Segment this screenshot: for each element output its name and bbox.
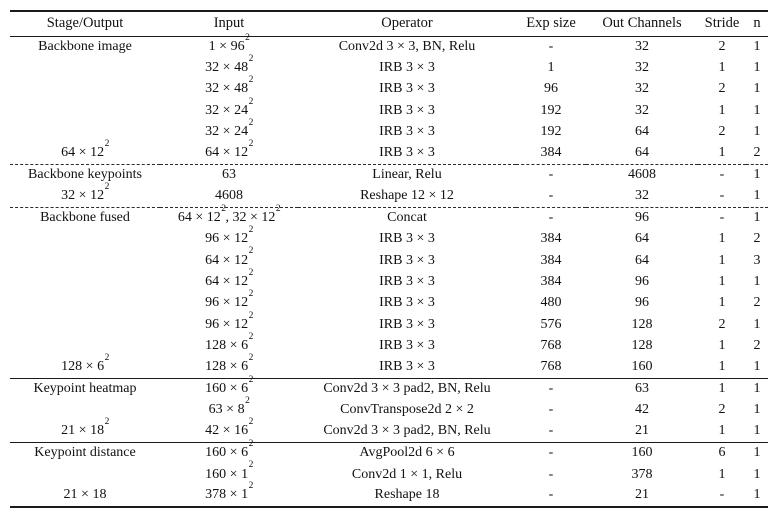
section-backbone-keypoints xyxy=(10,164,768,207)
cell-operator: IRB 3 × 3 xyxy=(379,81,435,97)
table-row xyxy=(10,207,768,228)
cell-stride: - xyxy=(719,167,725,183)
cell-operator: Reshape 18 xyxy=(298,485,516,506)
cell-out-channels: 160 xyxy=(631,445,653,461)
cell-stride: 1 xyxy=(718,231,726,247)
cell-operator: ConvTranspose2d 2 × 2 xyxy=(340,402,474,418)
cell-operator: IRB 3 × 3 xyxy=(298,143,516,164)
cell-n: 1 xyxy=(746,357,768,378)
cell-stage-output xyxy=(10,57,160,78)
header-row xyxy=(10,11,768,36)
cell-n: 1 xyxy=(753,102,761,118)
cell-out-channels: 160 xyxy=(586,357,698,378)
section-keypoint-distance xyxy=(10,439,768,506)
cell-stage-output: $128 \times 6^2$ xyxy=(10,357,160,378)
column-header-stride: Stride xyxy=(704,15,740,32)
cell-stage-output: $64 \times 12^2$ xyxy=(10,143,160,164)
cell-input: $160 \times 1^2$ xyxy=(205,460,254,482)
cell-exp-size: - xyxy=(548,381,554,397)
cell-exp-size: 384 xyxy=(540,252,562,268)
table-row xyxy=(10,400,768,421)
cell-exp-size: 96 xyxy=(544,81,558,97)
table-row xyxy=(10,464,768,485)
cell-out-channels: 21 xyxy=(586,485,698,506)
cell-exp-size: - xyxy=(548,402,554,418)
cell-n: 1 xyxy=(753,445,761,461)
cell-out-channels: 21 xyxy=(586,421,698,442)
cell-operator: IRB 3 × 3 xyxy=(379,295,435,311)
cell-operator: IRB 3 × 3 xyxy=(379,60,435,76)
cell-exp-size: 768 xyxy=(516,357,586,378)
cell-input: $96 \times 12^2$ xyxy=(205,289,254,311)
cell-operator: Conv2d 3 × 3 pad2, BN, Relu xyxy=(323,381,491,397)
table-row xyxy=(10,378,768,399)
table-row xyxy=(10,36,768,57)
cell-operator: Conv2d 1 × 1, Relu xyxy=(351,466,463,482)
cell-operator: Concat xyxy=(387,210,427,226)
cell-out-channels: 32 xyxy=(635,81,649,97)
cell-out-channels: 64 xyxy=(586,143,698,164)
cell-input: $96 \times 12^2$ xyxy=(205,225,254,247)
cell-exp-size: - xyxy=(548,466,554,482)
cell-out-channels: 96 xyxy=(635,210,649,226)
table-row xyxy=(10,186,768,207)
cell-exp-size: 384 xyxy=(540,231,562,247)
cell-input: 63 xyxy=(222,167,236,183)
cell-stage-output: Keypoint distance xyxy=(34,445,136,461)
cell-out-channels: 64 xyxy=(635,231,649,247)
cell-stage-output xyxy=(10,250,160,271)
cell-stride: 1 xyxy=(718,102,726,118)
cell-out-channels: 32 xyxy=(635,102,649,118)
cell-n: 1 xyxy=(746,186,768,207)
cell-operator: IRB 3 × 3 xyxy=(379,273,435,289)
cell-stride: - xyxy=(698,186,746,207)
table-row xyxy=(10,57,768,78)
table-row xyxy=(10,314,768,335)
cell-operator: AvgPool2d 6 × 6 xyxy=(359,445,455,461)
cell-n: 1 xyxy=(753,210,761,226)
cell-n: 1 xyxy=(753,316,761,332)
cell-input: $1 \times 96^2$ xyxy=(208,32,250,54)
table-row xyxy=(10,271,768,292)
cell-input: $160 \times 6^2$ xyxy=(205,439,254,461)
cell-input: $378 \times 1^2$ xyxy=(160,485,298,506)
cell-stride: 6 xyxy=(718,445,726,461)
cell-out-channels: 128 xyxy=(631,338,653,354)
column-header-out-channels: Out Channels xyxy=(602,15,682,32)
cell-operator: IRB 3 × 3 xyxy=(379,252,435,268)
cell-input: $42 \times 16^2$ xyxy=(160,421,298,442)
cell-exp-size: 384 xyxy=(516,143,586,164)
table-row xyxy=(10,164,768,185)
cell-stage-output: Keypoint heatmap xyxy=(33,381,137,397)
cell-exp-size: 192 xyxy=(540,124,562,140)
cell-stride: 1 xyxy=(718,252,726,268)
cell-stage-output xyxy=(10,335,160,356)
cell-input: $160 \times 6^2$ xyxy=(205,375,254,397)
cell-input: $96 \times 12^2$ xyxy=(205,310,254,332)
cell-stride: 2 xyxy=(718,81,726,97)
cell-stage-output xyxy=(10,271,160,292)
cell-exp-size: - xyxy=(548,167,554,183)
cell-stage-output: $32 \times 12^2$ xyxy=(10,186,160,207)
cell-input: $64 \times 12^2$, $32 \times 12^2$ xyxy=(177,203,281,226)
cell-out-channels: 32 xyxy=(635,38,649,54)
cell-n: 1 xyxy=(753,81,761,97)
cell-operator: Reshape 12 × 12 xyxy=(298,186,516,207)
cell-operator: IRB 3 × 3 xyxy=(379,102,435,118)
cell-input: $64 \times 12^2$ xyxy=(160,143,298,164)
section-backbone-fused xyxy=(10,203,768,378)
cell-input: $128 \times 6^2$ xyxy=(205,332,254,354)
table-header xyxy=(10,11,768,36)
cell-out-channels: 63 xyxy=(635,381,649,397)
cell-n: 2 xyxy=(753,295,761,311)
cell-exp-size: - xyxy=(548,210,554,226)
cell-exp-size: 1 xyxy=(547,60,555,76)
section-backbone-image xyxy=(10,32,768,164)
cell-stride: - xyxy=(719,210,725,226)
column-header-operator: Operator xyxy=(381,15,433,32)
table-row xyxy=(10,100,768,121)
cell-out-channels: 42 xyxy=(635,402,649,418)
cell-n: 1 xyxy=(753,402,761,418)
cell-n: 1 xyxy=(746,485,768,506)
cell-input: $64 \times 12^2$ xyxy=(205,267,254,289)
cell-exp-size: - xyxy=(548,445,554,461)
table-row xyxy=(10,442,768,463)
cell-exp-size: 384 xyxy=(540,273,562,289)
column-header-input: Input xyxy=(213,15,245,32)
cell-operator: IRB 3 × 3 xyxy=(379,124,435,140)
cell-stage-output: 21 × 18 xyxy=(10,485,160,506)
table-row xyxy=(10,293,768,314)
cell-out-channels: 96 xyxy=(635,273,649,289)
cell-stride: 1 xyxy=(718,273,726,289)
cell-n: 1 xyxy=(753,466,761,482)
cell-input: $128 \times 6^2$ xyxy=(160,357,298,378)
cell-n: 1 xyxy=(753,124,761,140)
section-keypoint-heatmap xyxy=(10,375,768,442)
cell-stride: 2 xyxy=(718,316,726,332)
cell-stride: 1 xyxy=(698,357,746,378)
cell-out-channels: 4608 xyxy=(628,167,656,183)
table-row xyxy=(10,250,768,271)
cell-exp-size: 576 xyxy=(540,316,562,332)
cell-input: $32 \times 24^2$ xyxy=(205,118,254,140)
cell-exp-size: - xyxy=(548,38,554,54)
cell-stride: 2 xyxy=(718,402,726,418)
cell-exp-size: 480 xyxy=(540,295,562,311)
cell-operator: Conv2d 3 × 3 pad2, BN, Relu xyxy=(298,421,516,442)
cell-stride: 1 xyxy=(698,143,746,164)
cell-input: $32 \times 24^2$ xyxy=(205,96,254,118)
cell-stage-output: $21 \times 18^2$ xyxy=(10,421,160,442)
cell-exp-size: - xyxy=(516,421,586,442)
table-row xyxy=(10,229,768,250)
table-row xyxy=(10,357,768,378)
cell-stride: 1 xyxy=(718,295,726,311)
cell-operator: IRB 3 × 3 xyxy=(379,316,435,332)
cell-stage-output xyxy=(10,229,160,250)
cell-n: 1 xyxy=(753,60,761,76)
cell-stride: 1 xyxy=(698,421,746,442)
cell-stage-output xyxy=(10,314,160,335)
cell-out-channels: 32 xyxy=(586,186,698,207)
cell-out-channels: 64 xyxy=(635,252,649,268)
cell-stage-output xyxy=(10,79,160,100)
cell-out-channels: 32 xyxy=(635,60,649,76)
cell-stage-output xyxy=(10,100,160,121)
cell-stride: 1 xyxy=(718,466,726,482)
cell-input: $64 \times 12^2$ xyxy=(205,246,254,268)
cell-stage-output xyxy=(10,464,160,485)
cell-stage-output: Backbone keypoints xyxy=(28,167,142,183)
cell-stride: 2 xyxy=(718,38,726,54)
cell-stride: 1 xyxy=(718,338,726,354)
cell-input: $32 \times 48^2$ xyxy=(205,75,254,97)
cell-exp-size: - xyxy=(516,186,586,207)
cell-n: 2 xyxy=(746,143,768,164)
cell-out-channels: 378 xyxy=(631,466,653,482)
cell-stage-output: Backbone fused xyxy=(40,210,130,226)
cell-out-channels: 128 xyxy=(631,316,653,332)
cell-operator: IRB 3 × 3 xyxy=(379,231,435,247)
column-header-n: n xyxy=(753,15,761,32)
cell-operator: Linear, Relu xyxy=(372,167,442,183)
cell-n: 1 xyxy=(753,381,761,397)
cell-stride: 1 xyxy=(718,60,726,76)
cell-exp-size: - xyxy=(516,485,586,506)
cell-stage-output xyxy=(10,400,160,421)
cell-input: $63 \times 8^2$ xyxy=(208,396,250,418)
cell-operator: IRB 3 × 3 xyxy=(379,338,435,354)
table-row xyxy=(10,421,768,442)
cell-n: 1 xyxy=(753,38,761,54)
cell-n: 1 xyxy=(753,167,761,183)
column-header-exp-size: Exp size xyxy=(526,15,576,32)
cell-operator: Conv2d 3 × 3, BN, Relu xyxy=(338,38,476,54)
cell-out-channels: 64 xyxy=(635,124,649,140)
cell-stage-output xyxy=(10,122,160,143)
table-row xyxy=(10,143,768,164)
table-row xyxy=(10,335,768,356)
table-row xyxy=(10,122,768,143)
cell-n: 2 xyxy=(753,231,761,247)
cell-stride: 1 xyxy=(718,381,726,397)
cell-n: 1 xyxy=(746,421,768,442)
column-header-stage-output: Stage/Output xyxy=(46,15,124,32)
cell-input: 4608 xyxy=(160,186,298,207)
cell-n: 3 xyxy=(753,252,761,268)
cell-out-channels: 96 xyxy=(635,295,649,311)
cell-n: 1 xyxy=(753,273,761,289)
table-row xyxy=(10,79,768,100)
cell-exp-size: 192 xyxy=(540,102,562,118)
cell-input: $32 \times 48^2$ xyxy=(205,53,254,76)
cell-stride: 2 xyxy=(718,124,726,140)
cell-stride: - xyxy=(698,485,746,506)
cell-stage-output xyxy=(10,293,160,314)
cell-n: 2 xyxy=(753,338,761,354)
cell-stage-output: Backbone image xyxy=(38,38,132,54)
cell-exp-size: 768 xyxy=(540,338,562,354)
cell-operator: IRB 3 × 3 xyxy=(298,357,516,378)
table-row xyxy=(10,485,768,506)
architecture-table xyxy=(10,10,768,508)
